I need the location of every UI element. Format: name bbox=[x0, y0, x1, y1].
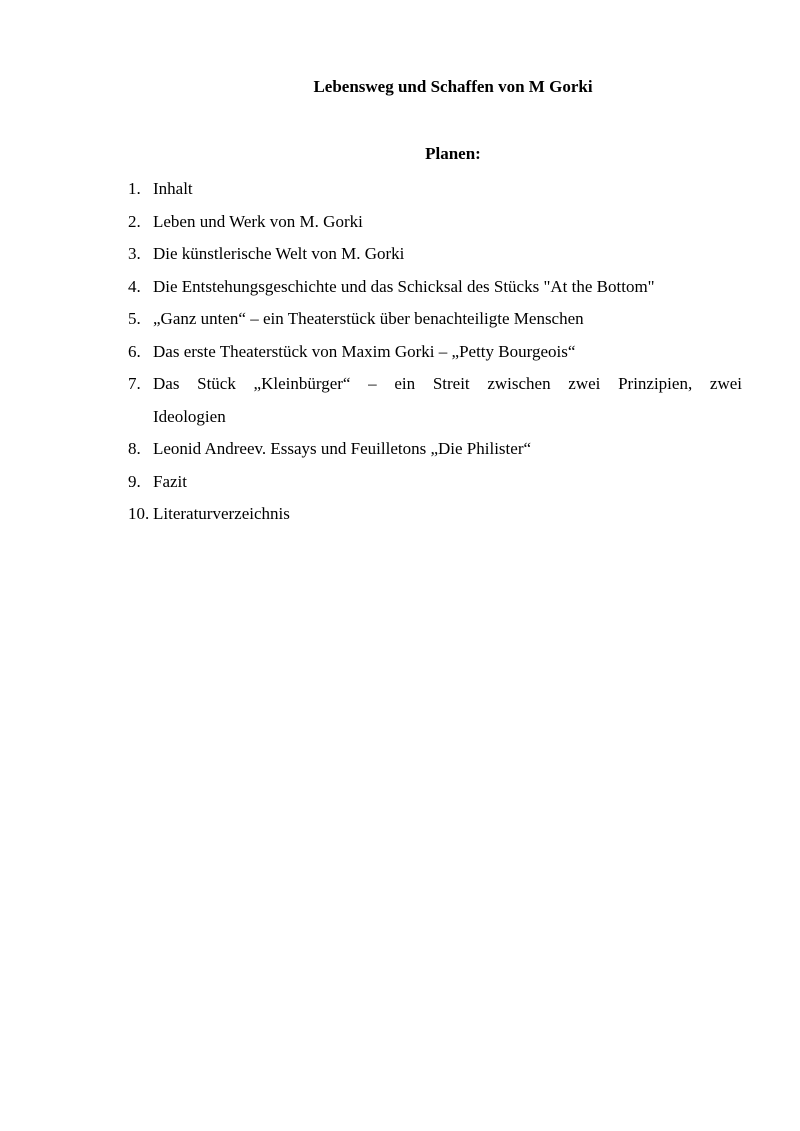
toc-item-number: 10. bbox=[128, 504, 150, 523]
toc-item-2 bbox=[128, 206, 742, 239]
toc-item-3 bbox=[128, 238, 742, 271]
toc-item-text-line-2: Ideologien bbox=[153, 406, 226, 426]
toc-item-number: 5. bbox=[128, 309, 141, 328]
toc-item-number: 8. bbox=[128, 439, 141, 458]
plan-heading: Planen: bbox=[425, 144, 481, 163]
toc-item-number: 1. bbox=[128, 179, 141, 198]
table-of-contents bbox=[128, 173, 742, 531]
toc-item-number: 7. bbox=[128, 374, 141, 393]
toc-item-text: Die künstlerische Welt von M. Gorki bbox=[153, 244, 405, 263]
toc-item-text: Die Entstehungsgeschichte und das Schicksal des Stücks "At the Bottom" bbox=[153, 276, 655, 296]
toc-item-number: 3. bbox=[128, 244, 141, 263]
toc-item-4 bbox=[128, 271, 742, 304]
toc-item-text: Inhalt bbox=[153, 179, 193, 198]
toc-item-text: „Ganz unten“ – ein Theaterstück über benachteiligte Menschen bbox=[153, 309, 584, 328]
toc-item-text: Fazit bbox=[153, 471, 187, 491]
toc-item-text: Literaturverzeichnis bbox=[153, 504, 290, 523]
toc-item-number: 6. bbox=[128, 341, 141, 361]
toc-item-1 bbox=[128, 173, 742, 206]
toc-item-7 bbox=[128, 368, 742, 433]
document-title: Lebensweg und Schaffen von M Gorki bbox=[313, 77, 593, 96]
toc-item-9 bbox=[128, 466, 742, 499]
toc-item-text bbox=[153, 368, 742, 433]
toc-item-10 bbox=[128, 498, 742, 531]
toc-item-number: 9. bbox=[128, 471, 141, 491]
toc-item-5 bbox=[128, 303, 742, 336]
toc-item-6 bbox=[128, 336, 742, 369]
toc-item-text-line-1: Das Stück „Kleinbürger“ – ein Streit zwischen zwei Prinzipien, zwei bbox=[153, 374, 742, 393]
toc-item-text: Leonid Andreev. Essays und Feuilletons „Die Philister“ bbox=[153, 439, 532, 458]
toc-item-text: Das erste Theaterstück von Maxim Gorki – „Petty Bourgeois“ bbox=[153, 341, 576, 361]
toc-item-text: Leben und Werk von M. Gorki bbox=[153, 211, 363, 231]
toc-item-number: 2. bbox=[128, 211, 141, 231]
toc-item-8 bbox=[128, 433, 742, 466]
toc-item-number: 4. bbox=[128, 276, 141, 296]
